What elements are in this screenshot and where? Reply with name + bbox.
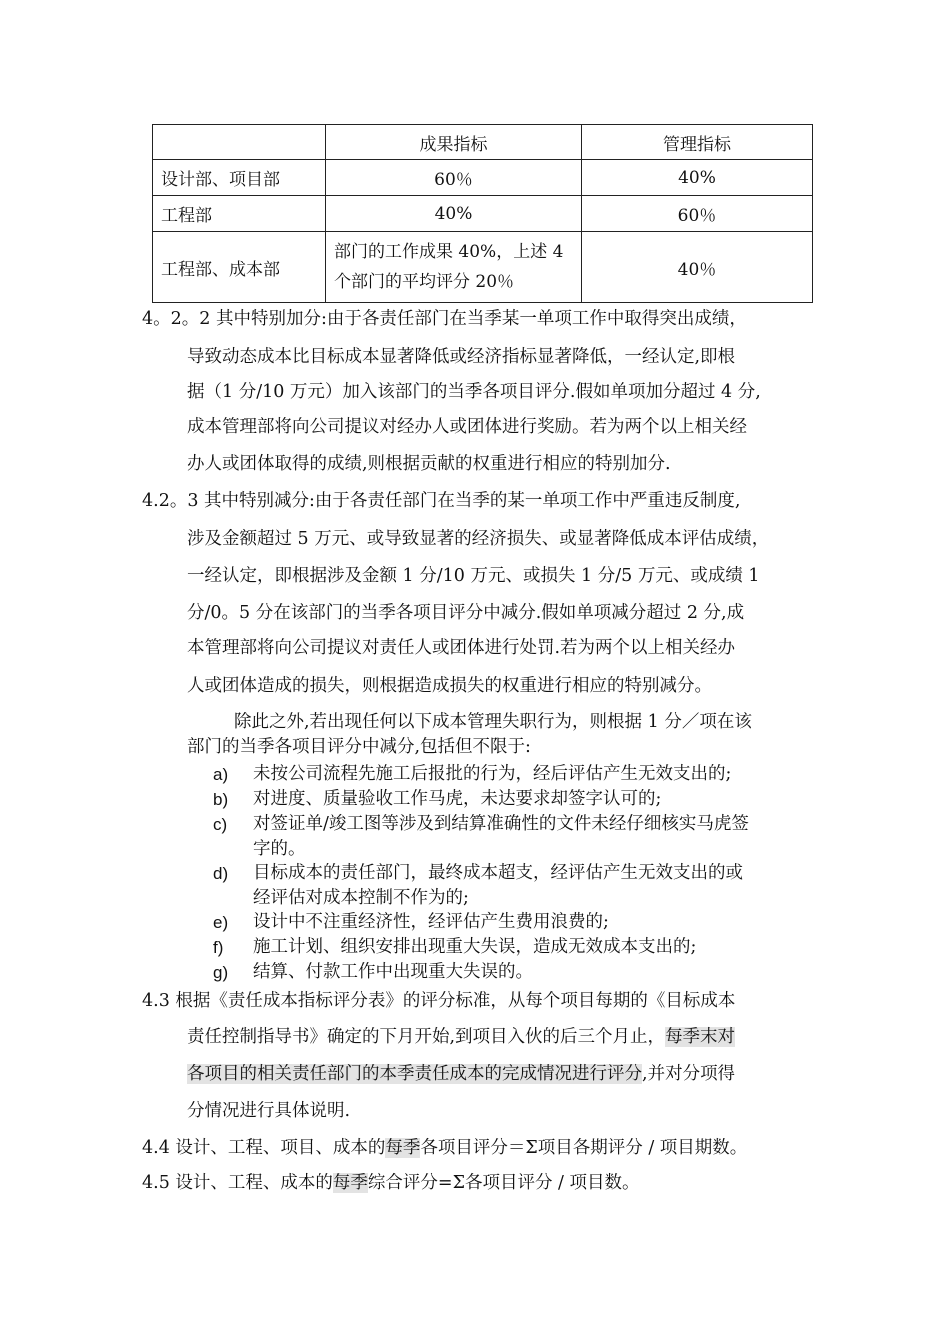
table-cell-management: 40％ <box>582 232 813 303</box>
table-header-result: 成果指标 <box>326 125 582 160</box>
score-weight-table <box>152 124 813 303</box>
section-4-4-text: 各项目评分＝Σ项目各期评分 / 项目期数。 <box>420 1138 748 1158</box>
highlighted-text: 每季末对 <box>665 1027 736 1047</box>
table-cell-result: 40% <box>326 196 582 232</box>
section-4-3-text: ,并对分项得 <box>642 1064 736 1084</box>
list-item: 施工计划、组织安排出现重大失误，造成无效成本支出的; <box>253 937 697 957</box>
section-4-2-2-line: 据（1 分/10 万元）加入该部门的当季各项目评分.假如单项加分超过 4 分, <box>187 382 761 402</box>
section-4-2-2-line: 办人或团体取得的成绩,则根据贡献的权重进行相应的特别加分. <box>187 454 671 474</box>
section-4-3-line <box>187 1057 735 1092</box>
table-row <box>153 232 813 303</box>
section-4-2-3-line: 分/0。5 分在该部门的当季各项目评分中减分.假如单项减分超过 2 分,成 <box>187 603 745 623</box>
highlighted-text: 各项目的相关责任部门的本季责任成本的完成情况进行评分 <box>187 1064 642 1084</box>
table-row <box>153 196 813 232</box>
table-cell-dept: 设计部、项目部 <box>153 160 326 196</box>
section-4-3-line: 分情况进行具体说明. <box>187 1101 351 1121</box>
section-4-4-line <box>142 1131 747 1166</box>
section-4-2-2-line: 导致动态成本比目标成本显著降低或经济指标显著降低，一经认定,即根 <box>187 347 736 367</box>
list-item: 未按公司流程先施工后报批的行为，经后评估产生无效支出的; <box>253 764 732 784</box>
section-4-2-3-line: 一经认定，即根据涉及金额 1 分/10 万元、或损失 1 分/5 万元、或成绩 1 <box>187 566 760 586</box>
highlighted-text: 每季 <box>385 1138 421 1158</box>
list-item-marker: c) <box>213 815 228 834</box>
list-item: 设计中不注重经济性，经评估产生费用浪费的; <box>253 912 609 932</box>
list-item-marker: g) <box>213 963 229 982</box>
table-cell-result <box>326 232 582 303</box>
section-4-5-text: 4.5 设计、工程、成本的 <box>142 1173 333 1193</box>
table-cell-result-line: 部门的工作成果 40%，上述 4 <box>334 242 564 262</box>
section-4-5-line <box>142 1166 639 1201</box>
table-cell-management: 40% <box>582 160 813 196</box>
section-4-2-3-line: 涉及金额超过 5 万元、或导致显著的经济损失、或显著降低成本评估成绩， <box>187 529 770 549</box>
list-item: 结算、付款工作中出现重大失误的。 <box>253 962 533 982</box>
table-cell-result-line: 个部门的平均评分 20％ <box>334 272 515 292</box>
section-4-3-heading-line: 4.3 根据《责任成本指标评分表》的评分标准，从每个项目每期的《目标成本 <box>142 991 736 1011</box>
list-item-continuation: 字的。 <box>253 839 306 859</box>
table-header-management: 管理指标 <box>582 125 813 160</box>
section-4-2-2-heading-line: 4。2。2 其中特别加分:由于各责任部门在当季某一单项工作中取得突出成绩， <box>142 309 747 329</box>
list-item-marker: e) <box>213 913 229 932</box>
section-4-2-3-line: 本管理部将向公司提议对责任人或团体进行处罚.若为两个以上相关经办 <box>187 638 736 658</box>
section-4-4-text: 4.4 设计、工程、项目、成本的 <box>142 1138 386 1158</box>
table-cell-management: 60％ <box>582 196 813 232</box>
extra-paragraph-line: 部门的当季各项目评分中减分,包括但不限于: <box>187 737 531 757</box>
list-item-marker: f) <box>213 938 224 957</box>
section-4-3-line <box>187 1020 735 1055</box>
section-4-2-3-line: 人或团体造成的损失，则根据造成损失的权重进行相应的特别减分。 <box>187 676 712 696</box>
highlighted-text: 每季 <box>332 1173 368 1193</box>
table-cell-dept: 工程部、成本部 <box>153 232 326 303</box>
list-item: 对进度、质量验收工作马虎，未达要求却签字认可的; <box>253 789 662 809</box>
table-cell-dept: 工程部 <box>153 196 326 232</box>
table-row <box>153 160 813 196</box>
list-item: 目标成本的责任部门，最终成本超支，经评估产生无效支出的或 <box>253 863 743 883</box>
list-item-marker: a) <box>213 765 229 784</box>
table-cell-result: 60％ <box>326 160 582 196</box>
list-item-marker: d) <box>213 864 229 883</box>
list-item-continuation: 经评估对成本控制不作为的; <box>253 888 469 908</box>
section-4-3-text: 责任控制指导书》确定的下月开始,到项目入伙的后三个月止， <box>187 1027 666 1047</box>
table-header-empty <box>153 125 326 160</box>
section-4-2-3-heading-line: 4.2。3 其中特别减分:由于各责任部门在当季的某一单项工作中严重违反制度, <box>142 491 741 511</box>
extra-paragraph-line: 除此之外,若出现任何以下成本管理失职行为，则根据 1 分／项在该 <box>234 712 752 732</box>
section-4-2-2-line: 成本管理部将向公司提议对经办人或团体进行奖励。若为两个以上相关经 <box>187 417 747 437</box>
section-4-5-text: 综合评分=Σ各项目评分 / 项目数。 <box>367 1173 640 1193</box>
list-item: 对签证单/竣工图等涉及到结算准确性的文件未经仔细核实马虎签 <box>253 814 749 834</box>
table-header-row <box>153 125 813 160</box>
list-item-marker: b) <box>213 790 229 809</box>
